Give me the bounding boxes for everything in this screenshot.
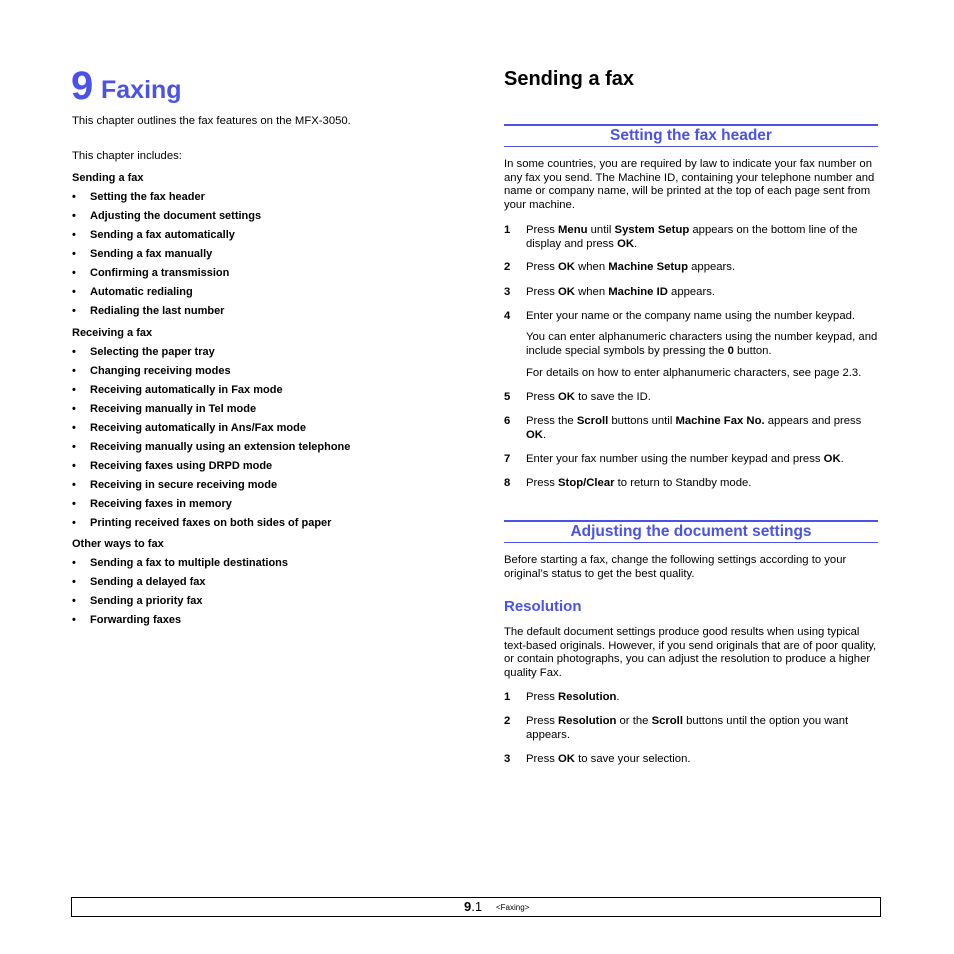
bullet-icon: •: [72, 517, 76, 529]
resolution-title: Resolution: [504, 598, 582, 615]
bullet-icon: •: [72, 403, 76, 415]
resolution-intro: The default document settings produce good results when using typical text-based originals. However, if you send originals that are of poor quality, or contain photographs, you can adjust the resolution to produce a higher quality Fax.: [504, 626, 877, 679]
section-title-document-settings: Adjusting the document settings: [504, 520, 878, 543]
bullet-icon: •: [72, 441, 76, 453]
toc-item[interactable]: Receiving automatically in Ans/Fax mode: [90, 422, 306, 434]
toc-group-heading: Other ways to fax: [72, 538, 164, 550]
step-text: Press the Scroll buttons until Machine Fax No. appears and press OK.: [526, 415, 862, 441]
bullet-icon: •: [72, 384, 76, 396]
step-number: 6: [504, 415, 511, 427]
toc-item[interactable]: Setting the fax header: [90, 191, 205, 203]
toc-item[interactable]: Sending a delayed fax: [90, 576, 206, 588]
toc-item[interactable]: Printing received faxes on both sides of paper: [90, 517, 332, 529]
step-text: Enter your fax number using the number keypad and press OK.: [526, 453, 844, 465]
bullet-icon: •: [72, 595, 76, 607]
toc-item[interactable]: Redialing the last number: [90, 305, 225, 317]
toc-item[interactable]: Receiving manually in Tel mode: [90, 403, 257, 415]
chapter-intro: This chapter outlines the fax features on the MFX-3050.: [72, 115, 351, 127]
document-settings-intro: Before starting a fax, change the following settings according to your original’s status to get the best quality.: [504, 554, 847, 580]
chapter-number: 9: [71, 64, 94, 108]
step-text: Press OK when Machine ID appears.: [526, 286, 716, 298]
bullet-icon: •: [72, 346, 76, 358]
bullet-icon: •: [72, 422, 76, 434]
page-number: 9.1: [464, 899, 483, 914]
toc-item[interactable]: Receiving in secure receiving mode: [90, 479, 278, 491]
step-number: 1: [504, 691, 511, 703]
toc-item[interactable]: Receiving manually using an extension telephone: [90, 441, 351, 453]
toc-item[interactable]: Forwarding faxes: [90, 614, 182, 626]
toc-item[interactable]: Receiving faxes in memory: [90, 498, 232, 510]
step-number: 1: [504, 224, 511, 236]
step-text: Press Stop/Clear to return to Standby mode.: [526, 477, 752, 489]
bullet-icon: •: [72, 191, 76, 203]
toc-item[interactable]: Receiving automatically in Fax mode: [90, 384, 283, 396]
step-text: For details on how to enter alphanumeric characters, see page 2.3.: [526, 367, 862, 379]
step-text: Press OK to save the ID.: [526, 391, 651, 403]
toc-item[interactable]: Automatic redialing: [90, 286, 193, 298]
bullet-icon: •: [72, 365, 76, 377]
step-number: 3: [504, 286, 511, 298]
step-text: Press Resolution.: [526, 691, 620, 703]
step-number: 4: [504, 310, 511, 322]
bullet-icon: •: [72, 305, 76, 317]
chapter-includes: This chapter includes:: [72, 150, 182, 162]
step-text: Press OK to save your selection.: [526, 753, 691, 765]
bullet-icon: •: [72, 229, 76, 241]
bullet-icon: •: [72, 286, 76, 298]
step-text: Press Menu until System Setup appears on the bottom line of the display and press OK.: [526, 224, 858, 250]
bullet-icon: •: [72, 614, 76, 626]
toc-group-heading: Sending a fax: [72, 172, 144, 184]
bullet-icon: •: [72, 557, 76, 569]
step-number: 2: [504, 715, 511, 727]
step-text: Press OK when Machine Setup appears.: [526, 261, 736, 273]
section-heading: Sending a fax: [504, 68, 635, 90]
bullet-icon: •: [72, 210, 76, 222]
toc-item[interactable]: Selecting the paper tray: [90, 346, 215, 358]
step-number: 5: [504, 391, 511, 403]
section-title-fax-header: Setting the fax header: [504, 124, 878, 147]
step-text: Press Resolution or the Scroll buttons until the option you want appears.: [526, 715, 849, 741]
chapter-tag: <Faxing>: [496, 903, 530, 912]
fax-header-intro: In some countries, you are required by law to indicate your fax number on any fax you send. The Machine ID, containing your telephone number and name or company name, will be printed at the top of each page sent from your machine.: [504, 158, 875, 211]
step-number: 2: [504, 261, 511, 273]
toc-item[interactable]: Confirming a transmission: [90, 267, 230, 279]
chapter-title: Faxing: [101, 76, 182, 104]
bullet-icon: •: [72, 498, 76, 510]
step-text: You can enter alphanumeric characters using the number keypad, and include special symbols by pressing the 0 button.: [526, 331, 878, 357]
step-number: 3: [504, 753, 511, 765]
toc-item[interactable]: Adjusting the document settings: [90, 210, 262, 222]
step-number: 8: [504, 477, 511, 489]
toc-item[interactable]: Sending a priority fax: [90, 595, 203, 607]
toc-item[interactable]: Sending a fax manually: [90, 248, 213, 260]
toc-item[interactable]: Sending a fax automatically: [90, 229, 235, 241]
bullet-icon: •: [72, 248, 76, 260]
bullet-icon: •: [72, 479, 76, 491]
bullet-icon: •: [72, 576, 76, 588]
page-footer: [71, 897, 881, 917]
bullet-icon: •: [72, 460, 76, 472]
toc-group-heading: Receiving a fax: [72, 327, 153, 339]
toc-item[interactable]: Changing receiving modes: [90, 365, 231, 377]
toc-item[interactable]: Sending a fax to multiple destinations: [90, 557, 289, 569]
bullet-icon: •: [72, 267, 76, 279]
toc-item[interactable]: Receiving faxes using DRPD mode: [90, 460, 273, 472]
step-number: 7: [504, 453, 511, 465]
step-text: Enter your name or the company name using the number keypad.: [526, 310, 856, 322]
